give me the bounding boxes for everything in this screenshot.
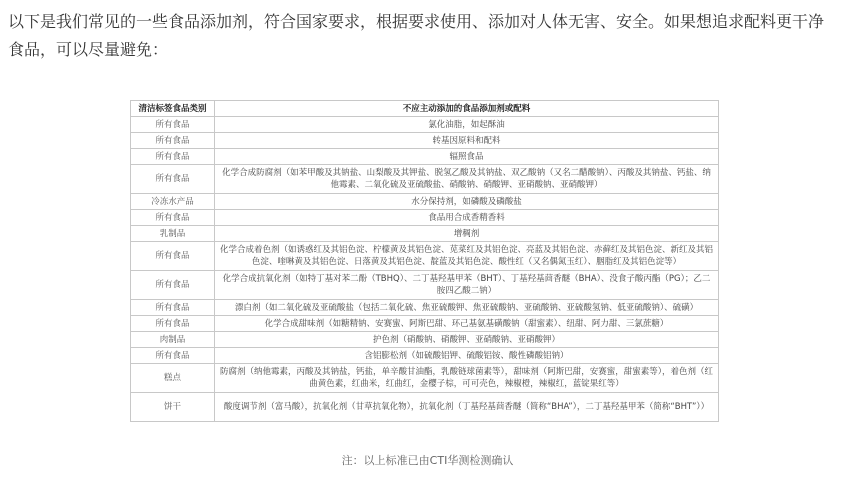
category-cell: 所有食品 (131, 210, 215, 226)
additive-cell: 含铝膨松剂（如硫酸铝钾、硫酸铝铵、酸性磷酸铝钠） (215, 348, 719, 364)
table-row (131, 364, 719, 393)
table-row (131, 210, 719, 226)
intro-paragraph: 以下是我们常见的一些食品添加剂，符合国家要求，根据要求使用、添加对人体无害、安全。如果想追求配料更干净食品，可以尽量避免： (8, 12, 825, 59)
category-cell: 所有食品 (131, 316, 215, 332)
table-row (131, 165, 719, 194)
table-row (131, 194, 719, 210)
category-cell: 所有食品 (131, 271, 215, 300)
table-row (131, 393, 719, 422)
additive-cell: 化学合成着色剂（如诱惑红及其铝色淀、柠檬黄及其铝色淀、苋菜红及其铝色淀、亮蓝及其铝色淀、赤藓红及其铝色淀、新红及其铝色淀、喹啉黄及其铝色淀、日落黄及其铝色淀、靛蓝及其铝色淀、酸性红（又名偶氮玉红）、胭脂红及其铝色淀等） (215, 242, 719, 271)
table-row (131, 348, 719, 364)
additive-cell: 化学合成甜味剂（如糖精钠、安赛蜜、阿斯巴甜、环己基氨基磺酸钠（甜蜜素）、纽甜、阿力甜、三氯蔗糖） (215, 316, 719, 332)
table-header-row (131, 101, 719, 117)
footnote: 注：以上标准已由CTI华测检测确认 (341, 454, 514, 467)
additive-cell: 水分保持剂，如磷酸及磷酸盐 (215, 194, 719, 210)
category-cell: 所有食品 (131, 117, 215, 133)
table-row (131, 300, 719, 316)
category-cell: 所有食品 (131, 149, 215, 165)
additive-cell: 防腐剂（纳他霉素，丙酸及其钠盐，钙盐，单辛酸甘油酯，乳酸链球菌素等），甜味剂（阿斯巴甜，安赛蜜，甜蜜素等），着色剂（红曲黄色素，红曲米，红曲红，金樱子棕，可可壳色，辣椒橙，辣椒红，蓝锭果红等） (215, 364, 719, 393)
additives-table (130, 100, 719, 422)
additive-cell: 化学合成防腐剂（如苯甲酸及其钠盐、山梨酸及其钾盐、脱氢乙酸及其钠盐、双乙酸钠（又名二醋酸钠）、丙酸及其钠盐、钙盐、纳他霉素、二氧化硫及亚硫酸盐、硝酸钠、硝酸钾、亚硝酸钠、亚硝酸钾） (215, 165, 719, 194)
category-cell: 肉制品 (131, 332, 215, 348)
additive-cell: 酸度调节剂（富马酸），抗氧化剂（甘草抗氧化物），抗氧化剂（丁基羟基茴香醚（简称“BHA”），二丁基羟基甲苯（简称“BHT”）） (215, 393, 719, 422)
table-row (131, 149, 719, 165)
header-additives: 不应主动添加的食品添加剂或配料 (215, 101, 719, 117)
additive-cell: 食品用合成香精香料 (215, 210, 719, 226)
category-cell: 所有食品 (131, 242, 215, 271)
additive-cell: 氯化油脂，如起酥油 (215, 117, 719, 133)
category-cell: 所有食品 (131, 133, 215, 149)
additive-cell: 转基因原料和配料 (215, 133, 719, 149)
additive-cell: 护色剂（硝酸钠、硝酸钾、亚硝酸钠、亚硝酸钾） (215, 332, 719, 348)
header-category: 清洁标签食品类别 (131, 101, 215, 117)
table-row (131, 133, 719, 149)
category-cell: 饼干 (131, 393, 215, 422)
table-row (131, 242, 719, 271)
category-cell: 所有食品 (131, 348, 215, 364)
category-cell: 糕点 (131, 364, 215, 393)
category-cell: 冷冻水产品 (131, 194, 215, 210)
category-cell: 所有食品 (131, 300, 215, 316)
table-row (131, 117, 719, 133)
table-row (131, 271, 719, 300)
category-cell: 所有食品 (131, 165, 215, 194)
additive-cell: 增稠剂 (215, 226, 719, 242)
additives-table-container (130, 100, 718, 422)
table-row (131, 226, 719, 242)
category-cell: 乳制品 (131, 226, 215, 242)
additive-cell: 化学合成抗氧化剂（如特丁基对苯二酚（TBHQ）、二丁基羟基甲苯（BHT）、丁基羟基茴香醚（BHA）、没食子酸丙酯（PG）；乙二胺四乙酸二钠） (215, 271, 719, 300)
additive-cell: 辐照食品 (215, 149, 719, 165)
table-row (131, 316, 719, 332)
additive-cell: 漂白剂（如二氧化硫及亚硫酸盐（包括二氧化硫、焦亚硫酸钾、焦亚硫酸钠、亚硫酸钠、亚硫酸氢钠、低亚硫酸钠）、硫磺） (215, 300, 719, 316)
table-row (131, 332, 719, 348)
